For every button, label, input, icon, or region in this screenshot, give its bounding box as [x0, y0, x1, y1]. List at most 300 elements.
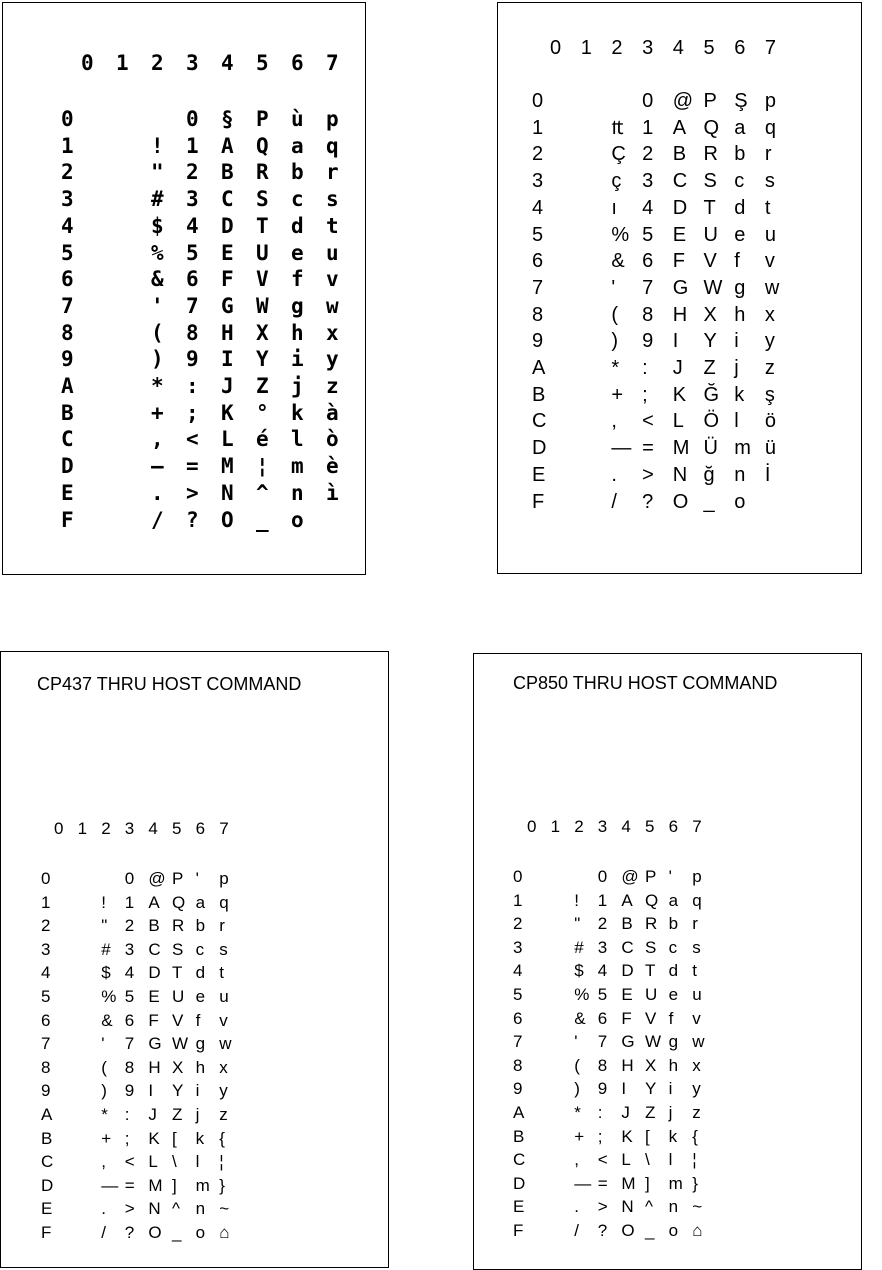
char-cell: ~ — [692, 1197, 703, 1217]
row-label: 7 — [532, 276, 544, 299]
char-cell: 6 — [597, 1008, 608, 1028]
column-header: 2 — [611, 37, 623, 59]
row-label: 1 — [532, 116, 544, 139]
char-cell: J — [148, 1105, 157, 1124]
char-cell: ' — [668, 867, 672, 886]
char-cell: Z — [645, 1103, 656, 1122]
char-cell: . — [611, 463, 617, 486]
char-cell: L — [672, 410, 684, 433]
char-cell: D — [621, 961, 634, 981]
row-label: C — [532, 410, 547, 433]
row-label: 7 — [513, 1032, 523, 1052]
row-label: 9 — [513, 1079, 523, 1099]
char-cell: X — [172, 1057, 184, 1077]
char-cell: N — [221, 480, 234, 505]
char-cell: 9 — [124, 1081, 135, 1101]
char-cell: ] — [645, 1173, 650, 1193]
char-cell: K — [148, 1128, 160, 1148]
char-cell: ) — [151, 347, 164, 372]
column-header: 4 — [621, 817, 631, 836]
char-cell: = — [124, 1175, 135, 1195]
row-label: 5 — [532, 223, 544, 246]
char-cell: 3 — [186, 187, 199, 212]
char-cell: Ç — [611, 143, 626, 166]
char-cell: 5 — [642, 223, 654, 246]
char-cell: h — [668, 1055, 679, 1075]
char-cell: N — [621, 1197, 634, 1217]
char-cell: j — [195, 1105, 200, 1124]
char-cell: u — [326, 240, 339, 265]
char-cell: , — [611, 410, 617, 433]
row-label: C — [61, 427, 74, 452]
char-cell: L — [148, 1152, 158, 1172]
char-cell: ? — [642, 490, 654, 513]
char-cell: g — [291, 293, 304, 318]
char-cell: $ — [151, 213, 164, 238]
char-cell: & — [101, 1010, 113, 1030]
char-cell: i — [291, 347, 304, 372]
char-cell: X — [703, 303, 717, 326]
char-cell: N — [672, 463, 688, 486]
char-cell: I — [221, 347, 234, 372]
char-cell: — — [611, 437, 632, 460]
column-header: 1 — [77, 819, 88, 838]
char-cell: / — [101, 1223, 106, 1242]
char-cell: o — [668, 1221, 679, 1240]
row-label: A — [513, 1103, 525, 1122]
row-label: 1 — [41, 892, 51, 912]
char-cell: E — [672, 223, 687, 246]
row-label: 3 — [513, 937, 523, 957]
table-title: CP850 THRU HOST COMMAND — [513, 673, 778, 693]
char-cell: — — [151, 454, 164, 479]
char-cell: v — [326, 267, 339, 292]
char-cell: ! — [151, 133, 164, 158]
char-cell: I — [621, 1079, 627, 1099]
char-cell: P — [645, 867, 657, 886]
char-cell: @ — [672, 90, 694, 112]
column-header: 0 — [527, 817, 537, 836]
char-cell: ' — [195, 869, 199, 888]
row-label: 2 — [41, 916, 51, 936]
row-label: 3 — [532, 170, 544, 193]
char-cell: 9 — [186, 347, 199, 372]
char-cell: ' — [574, 1032, 578, 1052]
char-cell: ? — [124, 1223, 135, 1242]
char-cell: S — [645, 937, 657, 957]
char-cell: } — [692, 1173, 698, 1193]
char-cell: * — [151, 374, 164, 398]
char-cell: ; — [186, 400, 199, 425]
char-cell: k — [195, 1128, 205, 1148]
row-label: 6 — [532, 250, 544, 273]
char-cell: v — [764, 250, 775, 273]
char-cell: 2 — [186, 160, 199, 185]
char-cell: A — [672, 116, 687, 139]
char-cell: + — [574, 1126, 585, 1146]
char-cell: A — [148, 892, 160, 912]
char-cell: * — [574, 1103, 581, 1122]
char-cell: K — [221, 400, 234, 425]
char-cell: : — [642, 357, 648, 379]
char-cell: ¦ — [219, 1152, 224, 1172]
column-header: 5 — [645, 817, 655, 836]
row-label: 0 — [61, 107, 74, 131]
char-cell: C — [221, 187, 234, 212]
column-header: 5 — [703, 37, 715, 59]
char-cell: V — [645, 1008, 657, 1028]
char-cell: \ — [172, 1152, 177, 1172]
char-cell: Ğ — [703, 383, 720, 406]
char-cell: \ — [645, 1150, 650, 1170]
char-cell: * — [101, 1105, 108, 1124]
char-cell: f — [734, 250, 740, 273]
char-cell: I — [672, 330, 679, 353]
char-cell: ° — [256, 400, 269, 425]
char-cell: W — [645, 1032, 662, 1052]
char-cell: o — [195, 1223, 206, 1242]
char-cell: z — [219, 1105, 228, 1124]
char-cell: B — [672, 143, 687, 166]
char-cell: M — [621, 1173, 636, 1193]
char-cell: p — [219, 869, 229, 888]
char-cell: _ — [645, 1221, 655, 1240]
char-cell: é — [256, 427, 269, 452]
char-cell: ! — [101, 892, 106, 912]
char-cell: ? — [597, 1221, 608, 1240]
row-label: 6 — [41, 1010, 51, 1030]
char-cell: j — [668, 1103, 673, 1122]
char-cell: u — [692, 985, 702, 1004]
char-cell: z — [326, 374, 339, 398]
char-cell: = — [597, 1173, 608, 1193]
char-cell: 0 — [124, 869, 135, 888]
char-cell: _ — [703, 490, 715, 513]
char-cell: n — [291, 480, 304, 505]
char-cell: V — [703, 250, 717, 273]
row-label: F — [532, 490, 545, 513]
char-cell: Q — [703, 116, 720, 139]
char-cell: " — [151, 160, 164, 185]
char-cell: g — [195, 1034, 206, 1054]
char-cell: 2 — [642, 143, 654, 166]
row-label: E — [61, 480, 74, 505]
char-cell: ( — [574, 1055, 580, 1075]
char-cell: r — [692, 914, 698, 934]
char-cell: e — [195, 987, 206, 1006]
char-cell: x — [692, 1055, 701, 1075]
char-cell: A — [221, 133, 234, 158]
char-cell: " — [101, 916, 108, 936]
char-cell: 7 — [186, 293, 199, 318]
char-cell: 8 — [124, 1057, 135, 1077]
char-cell: < — [642, 410, 654, 433]
char-cell: L — [621, 1150, 631, 1170]
char-cell: 0 — [597, 867, 608, 886]
char-cell: V — [256, 267, 269, 292]
row-label: 9 — [61, 347, 74, 372]
char-cell: 4 — [597, 961, 608, 981]
row-label: 6 — [61, 267, 74, 292]
column-header: 5 — [256, 51, 269, 75]
char-cell: 1 — [597, 890, 608, 910]
char-cell: u — [764, 223, 777, 246]
char-cell: x — [326, 320, 339, 345]
char-cell: q — [326, 133, 339, 158]
char-cell: % — [151, 240, 164, 265]
char-cell: / — [151, 507, 164, 532]
char-cell: ; — [642, 383, 648, 406]
row-label: F — [41, 1223, 52, 1242]
char-cell: & — [611, 250, 625, 273]
char-cell: @ — [621, 867, 639, 886]
char-cell: _ — [256, 507, 269, 532]
row-label: C — [41, 1152, 54, 1172]
char-cell: p — [326, 107, 339, 131]
char-cell: t — [326, 213, 339, 238]
char-cell: O — [621, 1221, 635, 1240]
char-cell: , — [574, 1150, 579, 1170]
char-cell: > — [186, 480, 199, 505]
char-cell: i — [668, 1079, 673, 1099]
char-cell: Y — [703, 330, 717, 353]
char-cell: P — [172, 869, 184, 888]
char-cell: g — [734, 276, 746, 299]
column-header: 3 — [186, 51, 199, 75]
char-cell: 8 — [186, 320, 199, 345]
column-header: 4 — [672, 37, 684, 59]
char-cell: s — [692, 937, 701, 957]
char-cell: & — [574, 1008, 586, 1028]
char-cell: h — [195, 1057, 206, 1077]
table-title: CP437 THRU HOST COMMAND — [37, 674, 302, 694]
char-cell: 8 — [642, 303, 654, 326]
row-label: B — [513, 1126, 525, 1146]
row-label: D — [61, 454, 74, 479]
column-header: 6 — [668, 817, 679, 836]
char-cell: 1 — [186, 133, 199, 158]
char-cell: Q — [172, 892, 186, 912]
char-cell: ! — [574, 890, 579, 910]
char-cell: W — [172, 1034, 189, 1054]
char-cell: K — [621, 1126, 633, 1146]
char-cell: $ — [101, 963, 111, 983]
char-cell: { — [692, 1126, 698, 1146]
char-cell: ) — [101, 1081, 107, 1101]
row-label: F — [513, 1221, 524, 1240]
row-label: 2 — [513, 914, 523, 934]
char-cell: r — [764, 143, 772, 166]
char-cell: ^ — [172, 1199, 180, 1219]
char-cell: > — [124, 1199, 135, 1219]
char-cell: g — [668, 1032, 679, 1052]
char-cell: f — [291, 267, 304, 292]
char-cell: ' — [101, 1034, 105, 1054]
column-header: 4 — [148, 819, 158, 838]
char-cell: ^ — [645, 1197, 653, 1217]
char-cell: w — [692, 1032, 705, 1052]
char-cell: R — [703, 143, 718, 166]
char-cell: C — [621, 937, 634, 957]
column-header: 2 — [151, 51, 164, 75]
column-header: 2 — [101, 819, 111, 838]
char-cell: b — [291, 160, 304, 185]
char-cell: z — [692, 1103, 701, 1122]
char-cell: v — [692, 1008, 701, 1028]
char-cell: k — [668, 1126, 678, 1146]
char-cell: I — [148, 1081, 154, 1101]
char-cell: j — [291, 374, 304, 398]
char-cell: 7 — [642, 276, 654, 299]
row-label: 5 — [61, 240, 74, 265]
row-label: 2 — [532, 143, 544, 166]
char-cell: + — [151, 400, 164, 425]
char-cell: E — [621, 985, 633, 1004]
char-cell: H — [221, 320, 234, 345]
char-cell: 1 — [642, 116, 654, 139]
char-cell: ç — [611, 170, 622, 193]
char-cell: 6 — [124, 1010, 135, 1030]
char-cell: x — [219, 1057, 228, 1077]
char-cell: Q — [256, 133, 269, 158]
char-cell: a — [668, 890, 679, 910]
char-cell: 2 — [597, 914, 608, 934]
char-cell: H — [672, 303, 688, 326]
char-cell: ; — [597, 1126, 603, 1146]
char-cell: Z — [256, 374, 269, 398]
row-label: D — [41, 1175, 54, 1195]
char-cell: b — [195, 916, 206, 936]
char-cell: E — [221, 240, 234, 265]
char-cell: f — [195, 1010, 201, 1030]
char-cell: G — [672, 276, 689, 299]
char-cell: q — [692, 890, 702, 910]
char-cell: ğ — [703, 463, 715, 486]
row-label: 6 — [513, 1008, 523, 1028]
char-cell: " — [574, 914, 581, 934]
char-cell: N — [148, 1199, 161, 1219]
char-cell: V — [172, 1010, 184, 1030]
char-cell: P — [703, 90, 717, 112]
char-cell: S — [172, 939, 184, 959]
char-cell: d — [668, 961, 679, 981]
char-cell: ì — [326, 480, 339, 505]
char-cell: , — [101, 1152, 106, 1172]
char-cell: q — [764, 116, 777, 139]
char-cell: H — [148, 1057, 161, 1077]
row-label: 0 — [41, 869, 51, 888]
char-cell: l — [734, 410, 739, 433]
char-cell: m — [291, 454, 304, 479]
column-header: 7 — [219, 819, 229, 838]
column-header: 0 — [54, 819, 64, 838]
row-label: C — [513, 1150, 526, 1170]
char-cell: % — [611, 223, 630, 246]
char-cell: J — [221, 374, 234, 398]
row-label: 4 — [513, 961, 523, 981]
char-cell: 0 — [186, 107, 199, 131]
char-cell: > — [597, 1197, 608, 1217]
row-label: F — [61, 507, 74, 532]
char-cell: U — [172, 987, 185, 1006]
char-cell: l — [195, 1152, 200, 1172]
char-cell: t — [764, 196, 771, 219]
char-cell: @ — [148, 869, 166, 888]
char-cell: x — [764, 303, 775, 326]
char-cell: ı — [611, 196, 617, 219]
char-cell: ) — [574, 1079, 580, 1099]
char-cell: C — [672, 170, 688, 193]
char-cell: ò — [326, 427, 339, 452]
char-cell: F — [148, 1010, 159, 1030]
char-cell: % — [574, 985, 590, 1004]
char-cell: ] — [172, 1175, 177, 1195]
char-cell: b — [734, 143, 746, 166]
char-cell: 4 — [124, 963, 135, 983]
char-cell: k — [734, 383, 745, 406]
char-cell: f — [668, 1008, 674, 1028]
char-cell: h — [734, 303, 746, 326]
char-cell: > — [642, 463, 654, 486]
char-cell: + — [101, 1128, 112, 1148]
char-cell: y — [219, 1081, 228, 1101]
char-cell: 4 — [642, 196, 654, 219]
char-cell: h — [291, 320, 304, 345]
row-label: E — [41, 1199, 53, 1219]
char-cell: w — [219, 1034, 232, 1054]
char-cell: y — [764, 330, 775, 353]
char-cell: Ş — [734, 90, 748, 112]
char-cell: X — [256, 320, 269, 345]
char-cell: 5 — [124, 987, 135, 1006]
char-cell: O — [148, 1223, 162, 1242]
column-header: 5 — [172, 819, 182, 838]
char-cell: U — [703, 223, 718, 246]
row-label: 4 — [41, 963, 51, 983]
char-cell: , — [151, 427, 164, 452]
char-cell: 7 — [597, 1032, 608, 1052]
char-cell: U — [645, 985, 658, 1004]
char-cell: ⌂ — [219, 1223, 230, 1242]
char-cell: = — [642, 437, 654, 460]
char-cell: 9 — [642, 330, 654, 353]
row-label: 2 — [61, 160, 74, 185]
char-cell: — — [101, 1175, 119, 1195]
char-cell: D — [148, 963, 161, 983]
char-cell: T — [645, 961, 656, 981]
char-cell: l — [668, 1150, 673, 1170]
char-cell: v — [219, 1010, 228, 1030]
char-cell: S — [256, 187, 269, 212]
row-label: 3 — [61, 187, 74, 212]
char-cell: G — [221, 293, 234, 318]
char-cell: d — [195, 963, 206, 983]
column-header: 3 — [124, 819, 135, 838]
char-cell: < — [124, 1152, 135, 1172]
char-cell: § — [221, 107, 234, 131]
column-header: 7 — [764, 37, 777, 59]
char-cell: O — [672, 490, 689, 513]
char-cell: 0 — [642, 90, 654, 112]
char-cell: / — [574, 1221, 579, 1240]
char-cell: : — [186, 374, 199, 398]
char-cell: e — [291, 240, 304, 265]
char-cell: ( — [101, 1057, 107, 1077]
char-cell: Y — [256, 347, 269, 372]
char-cell: t — [692, 961, 697, 981]
row-label: 4 — [532, 196, 544, 219]
charset-panel-cp850 — [473, 653, 862, 1270]
